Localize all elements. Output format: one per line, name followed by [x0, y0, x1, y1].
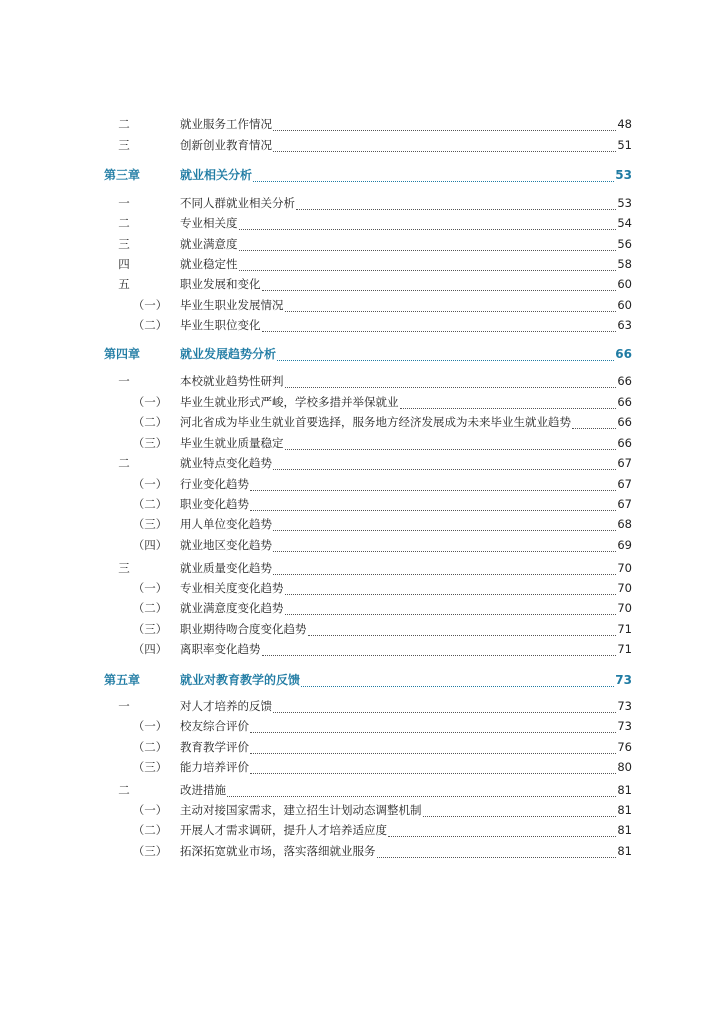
toc-entry-page: 66	[617, 436, 632, 450]
toc-entry-title: 用人单位变化趋势	[180, 517, 272, 531]
toc-entry-number: （二）	[132, 318, 168, 332]
toc-chapter-entry[interactable]	[0, 671, 724, 689]
toc-entry-number: 二	[118, 216, 130, 230]
toc-entry-title: 离职率变化趋势	[180, 642, 261, 656]
toc-entry-page: 63	[617, 318, 632, 332]
toc-entry-page: 70	[617, 561, 632, 575]
toc-entry-title-line	[180, 214, 632, 232]
dot-leader	[273, 698, 616, 713]
toc-entry-number: （三）	[132, 760, 168, 774]
toc-entry-title: 专业相关度	[180, 216, 238, 230]
toc-entry-title: 就业质量变化趋势	[180, 561, 272, 575]
toc-entry-title: 能力培养评价	[180, 760, 249, 774]
toc-entry-number: （一）	[132, 581, 168, 595]
toc-entry-number: 一	[118, 374, 130, 388]
toc-chapter-entry[interactable]	[0, 166, 724, 184]
toc-entry-page: 70	[617, 601, 632, 615]
toc-entry-title: 就业稳定性	[180, 257, 238, 271]
toc-entry-page: 81	[617, 844, 632, 858]
toc-entry-number: 二	[118, 783, 130, 797]
toc-entry[interactable]	[0, 275, 724, 293]
toc-entry-title: 创新创业教育情况	[180, 138, 272, 152]
toc-entry-title-line	[180, 296, 632, 314]
toc-entry-title-line	[180, 413, 632, 431]
toc-entry-page: 71	[617, 622, 632, 636]
toc-entry-title-line	[180, 738, 632, 756]
toc-chapter-entry[interactable]	[0, 345, 724, 363]
toc-entry[interactable]	[0, 842, 724, 860]
toc-entry-title: 教育教学评价	[180, 740, 249, 754]
toc-entry-title-line	[180, 559, 632, 577]
dot-leader	[250, 739, 616, 754]
toc-entry-number: 第五章	[104, 673, 141, 687]
toc-entry-number: 二	[118, 456, 130, 470]
toc-entry-title: 本校就业趋势性研判	[180, 374, 284, 388]
toc-entry[interactable]	[0, 821, 724, 839]
toc-entry-title-line	[180, 842, 632, 860]
toc-entry-title-line	[180, 136, 632, 154]
toc-entry-number: （四）	[132, 642, 168, 656]
toc-entry-number: 一	[118, 699, 130, 713]
toc-entry-number: 五	[118, 277, 130, 291]
dot-leader	[277, 346, 614, 361]
toc-entry-title-line	[180, 475, 632, 493]
dot-leader	[296, 195, 616, 210]
toc-entry-page: 67	[617, 456, 632, 470]
toc-entry-page: 67	[617, 477, 632, 491]
dot-leader	[273, 537, 616, 552]
toc-entry-title: 职业变化趋势	[180, 497, 249, 511]
dot-leader	[572, 414, 616, 429]
toc-entry[interactable]	[0, 697, 724, 715]
toc-entry[interactable]	[0, 738, 724, 756]
toc-entry-number: （二）	[132, 497, 168, 511]
toc-entry-title: 主动对接国家需求，建立招生计划动态调整机制	[180, 803, 422, 817]
toc-entry-number: 三	[118, 561, 130, 575]
toc-entry[interactable]	[0, 579, 724, 597]
toc-entry-page: 66	[617, 374, 632, 388]
toc-entry-title: 改进措施	[180, 783, 226, 797]
toc-entry[interactable]	[0, 214, 724, 232]
toc-entry-number: （四）	[132, 538, 168, 552]
toc-entry-page: 66	[617, 395, 632, 409]
toc-entry-title: 就业相关分析	[180, 168, 253, 182]
dot-leader	[285, 600, 617, 615]
toc-entry-page: 71	[617, 642, 632, 656]
toc-entry-page: 76	[617, 740, 632, 754]
toc-entry[interactable]	[0, 781, 724, 799]
toc-entry-page: 66	[617, 415, 632, 429]
toc-entry-page: 60	[617, 298, 632, 312]
toc-entry-title-line	[180, 275, 632, 293]
toc-entry-number: 一	[118, 196, 130, 210]
toc-entry-number: （一）	[132, 395, 168, 409]
toc-entry[interactable]	[0, 194, 724, 212]
dot-leader	[239, 236, 617, 251]
toc-entry-number: （一）	[132, 719, 168, 733]
toc-entry-title: 就业满意度	[180, 237, 238, 251]
toc-entry-page: 54	[617, 216, 632, 230]
toc-entry-number: （二）	[132, 740, 168, 754]
toc-entry-title-line	[180, 345, 632, 363]
toc-entry-title-line	[180, 255, 632, 273]
toc-entry-title: 毕业生职业发展情况	[180, 298, 284, 312]
toc-entry[interactable]	[0, 475, 724, 493]
toc-entry-title: 对人才培养的反馈	[180, 699, 272, 713]
toc-entry-page: 51	[617, 138, 632, 152]
toc-entry-title-line	[180, 372, 632, 390]
dot-leader	[253, 167, 614, 182]
dot-leader	[285, 297, 617, 312]
toc-entry-title: 就业特点变化趋势	[180, 456, 272, 470]
toc-entry-title: 河北省成为毕业生就业首要选择，服务地方经济发展成为未来毕业生就业趋势	[180, 415, 571, 429]
toc-entry-number: （一）	[132, 477, 168, 491]
toc-entry-number: 四	[118, 257, 130, 271]
toc-entry-title: 毕业生就业质量稳定	[180, 436, 284, 450]
dot-leader	[285, 580, 617, 595]
toc-entry-title: 就业对教育教学的反馈	[180, 673, 301, 687]
dot-leader	[377, 843, 617, 858]
dot-leader	[250, 476, 616, 491]
toc-entry[interactable]	[0, 136, 724, 154]
toc-entry[interactable]	[0, 717, 724, 735]
dot-leader	[400, 394, 617, 409]
toc-entry-number: （三）	[132, 622, 168, 636]
toc-entry-title: 专业相关度变化趋势	[180, 581, 284, 595]
toc-entry-title-line	[180, 316, 632, 334]
toc-entry-title: 毕业生就业形式严峻，学校多措并举保就业	[180, 395, 399, 409]
dot-leader	[273, 137, 616, 152]
toc-entry[interactable]	[0, 640, 724, 658]
dot-leader	[273, 560, 616, 575]
toc-entry-title: 不同人群就业相关分析	[180, 196, 295, 210]
toc-entry-number: （二）	[132, 415, 168, 429]
toc-entry-title-line	[180, 697, 632, 715]
toc-entry-title: 就业发展趋势分析	[180, 347, 277, 361]
dot-leader	[273, 455, 616, 470]
toc-entry[interactable]	[0, 255, 724, 273]
toc-entry[interactable]	[0, 801, 724, 819]
toc-entry-title-line	[180, 515, 632, 533]
dot-leader	[308, 621, 617, 636]
toc-entry-title-line	[180, 599, 632, 617]
toc-entry[interactable]	[0, 495, 724, 513]
dot-leader	[388, 822, 616, 837]
toc-entry-number: （三）	[132, 844, 168, 858]
toc-entry-title-line	[180, 393, 632, 411]
toc-entry[interactable]	[0, 454, 724, 472]
toc-entry-page: 60	[617, 277, 632, 291]
toc-entry[interactable]	[0, 515, 724, 533]
toc-entry-page: 53	[615, 168, 632, 182]
toc-entry[interactable]	[0, 316, 724, 334]
toc-entry-title-line	[180, 781, 632, 799]
toc-entry-title: 开展人才需求调研，提升人才培养适应度	[180, 823, 387, 837]
toc-entry-number: （二）	[132, 823, 168, 837]
toc-entry-title-line	[180, 579, 632, 597]
toc-entry-title: 行业变化趋势	[180, 477, 249, 491]
toc-entry-title: 毕业生职位变化	[180, 318, 261, 332]
toc-entry-number: 第四章	[104, 347, 141, 361]
toc-entry[interactable]	[0, 559, 724, 577]
toc-entry-number: （三）	[132, 436, 168, 450]
toc-entry[interactable]	[0, 235, 724, 253]
dot-leader	[273, 516, 616, 531]
toc-entry[interactable]	[0, 620, 724, 638]
toc-entry-number: 二	[118, 117, 130, 131]
dot-leader	[262, 276, 617, 291]
toc-entry-page: 73	[617, 719, 632, 733]
toc-entry-title-line	[180, 801, 632, 819]
dot-leader	[285, 435, 617, 450]
toc-entry-page: 81	[617, 783, 632, 797]
toc-entry-title: 就业满意度变化趋势	[180, 601, 284, 615]
toc-entry-number: （三）	[132, 517, 168, 531]
toc-entry-page: 56	[617, 237, 632, 251]
toc-entry-title-line	[180, 115, 632, 133]
toc-entry[interactable]	[0, 413, 724, 431]
dot-leader	[239, 215, 617, 230]
toc-entry-title: 就业服务工作情况	[180, 117, 272, 131]
toc-entry-title-line	[180, 620, 632, 638]
toc-entry-number: 三	[118, 237, 130, 251]
toc-entry-page: 48	[617, 117, 632, 131]
toc-entry-title-line	[180, 235, 632, 253]
toc-entry-number: 三	[118, 138, 130, 152]
toc-entry-number: （二）	[132, 601, 168, 615]
dot-leader	[250, 759, 616, 774]
toc-entry-title-line	[180, 640, 632, 658]
toc-entry-title: 拓深拓宽就业市场，落实落细就业服务	[180, 844, 376, 858]
dot-leader	[273, 116, 616, 131]
toc-entry-title: 职业期待吻合度变化趋势	[180, 622, 307, 636]
toc-entry-page: 68	[617, 517, 632, 531]
dot-leader	[250, 496, 616, 511]
toc-entry-title-line	[180, 671, 632, 689]
toc-entry-title-line	[180, 717, 632, 735]
toc-entry[interactable]	[0, 296, 724, 314]
toc-entry[interactable]	[0, 115, 724, 133]
dot-leader	[301, 672, 614, 687]
toc-entry[interactable]	[0, 434, 724, 452]
toc-entry-title-line	[180, 454, 632, 472]
toc-entry-title-line	[180, 194, 632, 212]
toc-entry[interactable]	[0, 536, 724, 554]
dot-leader	[262, 641, 617, 656]
dot-leader	[227, 782, 616, 797]
toc-entry-page: 69	[617, 538, 632, 552]
toc-entry-number: （一）	[132, 298, 168, 312]
toc-entry-page: 73	[615, 673, 632, 687]
dot-leader	[262, 317, 617, 332]
toc-entry-title-line	[180, 434, 632, 452]
toc-entry-title: 校友综合评价	[180, 719, 249, 733]
toc-entry-title: 就业地区变化趋势	[180, 538, 272, 552]
toc-entry-page: 70	[617, 581, 632, 595]
toc-entry-page: 58	[617, 257, 632, 271]
dot-leader	[239, 256, 617, 271]
toc-entry-page: 81	[617, 823, 632, 837]
toc-entry-number: （一）	[132, 803, 168, 817]
toc-entry-title-line	[180, 758, 632, 776]
dot-leader	[250, 718, 616, 733]
toc-entry-page: 67	[617, 497, 632, 511]
toc-entry-page: 81	[617, 803, 632, 817]
toc-entry-page: 66	[615, 347, 632, 361]
dot-leader	[285, 373, 617, 388]
toc-entry-page: 53	[617, 196, 632, 210]
toc-entry[interactable]	[0, 393, 724, 411]
toc-entry-page: 73	[617, 699, 632, 713]
toc-entry-title-line	[180, 536, 632, 554]
toc-entry-page: 80	[617, 760, 632, 774]
toc-entry-title-line	[180, 495, 632, 513]
toc-entry-title-line	[180, 821, 632, 839]
dot-leader	[423, 802, 617, 817]
toc-entry[interactable]	[0, 599, 724, 617]
toc-entry-title-line	[180, 166, 632, 184]
toc-entry[interactable]	[0, 372, 724, 390]
toc-entry[interactable]	[0, 758, 724, 776]
toc-entry-title: 职业发展和变化	[180, 277, 261, 291]
toc-entry-number: 第三章	[104, 168, 141, 182]
